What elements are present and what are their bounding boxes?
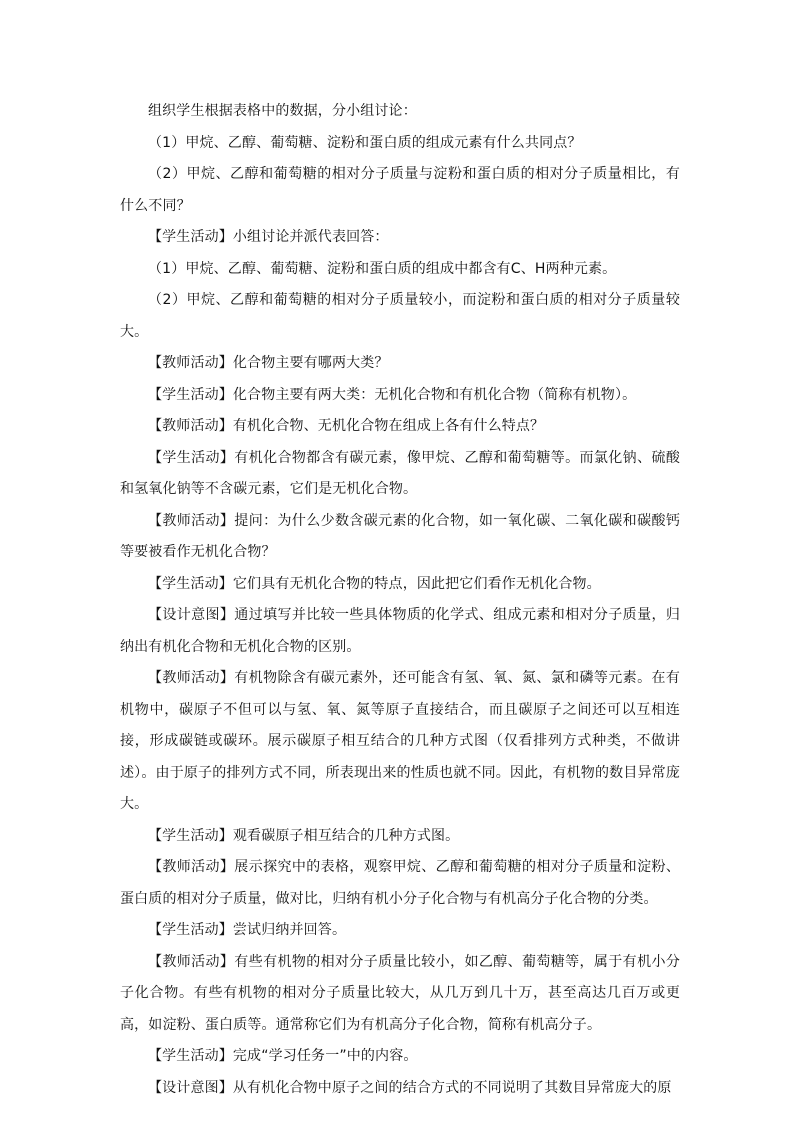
paragraph: 【教师活动】化合物主要有哪两大类？ xyxy=(148,355,389,371)
paragraph: （1）甲烷、乙醇、葡萄糖、淀粉和蛋白质的组成中都含有C、H两种元素。 xyxy=(148,260,617,277)
paragraph: 【学生活动】尝试归纳并回答。 xyxy=(148,922,347,938)
paragraph: 【设计意图】通过填写并比较一些具体物质的化学式、组成元素和相对分子质量，归纳出有机化合物和无机化合物的区别。 xyxy=(120,607,680,655)
paragraph: 【教师活动】提问：为什么少数含碳元素的化合物，如一氧化碳、二氧化碳和碳酸钙等要被看作无机化合物？ xyxy=(120,512,680,560)
paragraph: （1）甲烷、乙醇、葡萄糖、淀粉和蛋白质的组成元素有什么共同点？ xyxy=(148,134,582,151)
document-body xyxy=(120,96,680,1104)
paragraph: 【学生活动】小组讨论并派代表回答： xyxy=(148,229,389,245)
paragraph: 【学生活动】完成“学习任务一”中的内容。 xyxy=(148,1048,418,1064)
paragraph: 【教师活动】有些有机物的相对分子质量比较小，如乙醇、葡萄糖等，属于有机小分子化合物。有些有机物的相对分子质量比较大，从几万到几十万，甚至高达几百万或更高，如淀粉、蛋白质等。通常称它们为有机高分子化合物，简称有机高分子。 xyxy=(120,953,680,1033)
paragraph: 【学生活动】它们具有无机化合物的特点，因此把它们看作无机化合物。 xyxy=(148,575,601,592)
paragraph: 【教师活动】有机物除含有碳元素外，还可能含有氢、氧、氮、氯和磷等元素。在有机物中，碳原子不但可以与氢、氧、氮等原子直接结合，而且碳原子之间还可以互相连接，形成碳链或碳环。展示碳原子相互结合的几种方式图（仅看排列方式种类，不做讲述）。由于原子的排列方式不同，所表现出来的性质也就不同。因此，有机物的数目异常庞大。 xyxy=(120,670,680,812)
paragraph: 【学生活动】化合物主要有两大类：无机化合物和有机化合物（简称有机物）。 xyxy=(148,386,637,403)
paragraph: （2）甲烷、乙醇和葡萄糖的相对分子质量较小，而淀粉和蛋白质的相对分子质量较大。 xyxy=(120,292,680,340)
paragraph: 【学生活动】有机化合物都含有碳元素，像甲烷、乙醇和葡萄糖等。而氯化钠、硫酸和氢氧化钠等不含碳元素，它们是无机化合物。 xyxy=(120,449,680,497)
paragraph: 【设计意图】从有机化合物中原子之间的结合方式的不同说明了其数目异常庞大的原 xyxy=(148,1079,672,1096)
paragraph: 组织学生根据表格中的数据，分小组讨论： xyxy=(148,103,417,119)
paragraph: 【学生活动】观看碳原子相互结合的几种方式图。 xyxy=(148,827,460,844)
paragraph: 【教师活动】有机化合物、无机化合物在组成上各有什么特点？ xyxy=(148,418,545,434)
paragraph: 【教师活动】展示探究中的表格，观察甲烷、乙醇和葡萄糖的相对分子质量和淀粉、蛋白质的相对分子质量，做对比，归纳有机小分子化合物与有机高分子化合物的分类。 xyxy=(120,859,680,907)
paragraph: （2）甲烷、乙醇和葡萄糖的相对分子质量与淀粉和蛋白质的相对分子质量相比，有什么不同？ xyxy=(120,166,680,214)
